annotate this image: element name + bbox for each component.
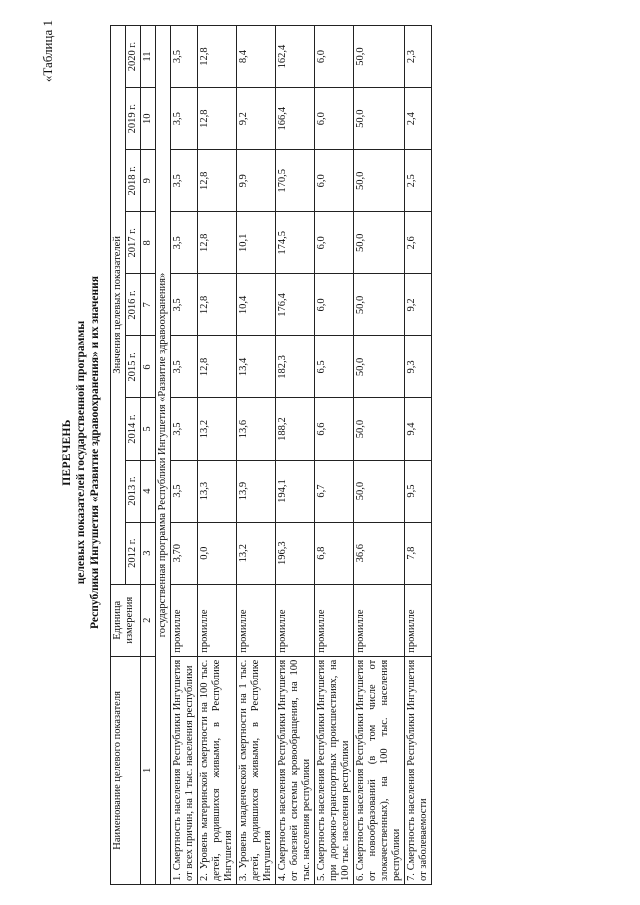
value-cell: 3,5 xyxy=(171,274,198,336)
title-line-2: целевых показателей государственной программы xyxy=(75,320,87,585)
value-cell: 50,0 xyxy=(354,336,405,398)
value-cell: 3,5 xyxy=(171,460,198,522)
title-line-3: Республики Ингушетия «Развитие здравоохранения» и их значения xyxy=(89,276,101,629)
table-row xyxy=(171,26,198,885)
header-row-index xyxy=(141,26,156,885)
indicator-unit: промилле xyxy=(315,584,354,656)
value-cell: 2,4 xyxy=(405,88,432,150)
value-cell: 9,2 xyxy=(237,88,276,150)
value-cell: 176,4 xyxy=(276,274,315,336)
column-index: 1 xyxy=(141,656,156,884)
value-cell: 6,8 xyxy=(315,522,354,584)
header-year: 2013 г. xyxy=(126,460,141,522)
column-index: 6 xyxy=(141,336,156,398)
indicator-name: 5. Смертность населения Республики Ингушетия при дорожно-транспортных происшествиях, на 100 тыс. населения республики xyxy=(315,656,354,884)
value-cell: 174,5 xyxy=(276,212,315,274)
program-label: государственная программа Республики Ингушетия «Развитие здравоохранения» xyxy=(156,26,171,885)
table-row xyxy=(276,26,315,885)
table-row xyxy=(237,26,276,885)
value-cell: 50,0 xyxy=(354,398,405,460)
table-row xyxy=(354,26,405,885)
value-cell: 6,0 xyxy=(315,212,354,274)
value-cell: 8,4 xyxy=(237,26,276,88)
column-index: 10 xyxy=(141,88,156,150)
value-cell: 3,5 xyxy=(171,212,198,274)
value-cell: 12,8 xyxy=(198,88,237,150)
column-index: 8 xyxy=(141,212,156,274)
value-cell: 170,5 xyxy=(276,150,315,212)
indicator-name: 6. Смертность населения Республики Ингушетия от новообразований (в том числе от злокачественных), на 100 тыс. населения республики xyxy=(354,656,405,884)
indicator-unit: промилле xyxy=(237,584,276,656)
value-cell: 10,4 xyxy=(237,274,276,336)
value-cell: 188,2 xyxy=(276,398,315,460)
value-cell: 13,6 xyxy=(237,398,276,460)
indicator-unit: промилле xyxy=(198,584,237,656)
indicator-name: 2. Уровень материнской смертности на 100 тыс. детей, родившихся живыми, в Республике Ингушетия xyxy=(198,656,237,884)
indicator-unit: промилле xyxy=(171,584,198,656)
header-year: 2016 г. xyxy=(126,274,141,336)
value-cell: 7,8 xyxy=(405,522,432,584)
value-cell: 9,2 xyxy=(405,274,432,336)
indicator-name: 3. Уровень младенческой смертности на 1 тыс. детей, родившихся живыми, в Республике Ингушетия xyxy=(237,656,276,884)
value-cell: 2,6 xyxy=(405,212,432,274)
value-cell: 6,6 xyxy=(315,398,354,460)
column-index: 7 xyxy=(141,274,156,336)
column-index: 3 xyxy=(141,522,156,584)
value-cell: 166,4 xyxy=(276,88,315,150)
header-row-1 xyxy=(111,26,126,885)
value-cell: 6,0 xyxy=(315,26,354,88)
column-index: 11 xyxy=(141,26,156,88)
table-row xyxy=(315,26,354,885)
value-cell: 10,1 xyxy=(237,212,276,274)
table-row xyxy=(405,26,432,885)
header-values-group: Значения целевых показателей xyxy=(111,26,126,585)
value-cell: 13,3 xyxy=(198,460,237,522)
value-cell: 36,6 xyxy=(354,522,405,584)
value-cell: 3,70 xyxy=(171,522,198,584)
header-year: 2019 г. xyxy=(126,88,141,150)
value-cell: 13,9 xyxy=(237,460,276,522)
value-cell: 12,8 xyxy=(198,336,237,398)
value-cell: 3,5 xyxy=(171,336,198,398)
indicator-name: 1. Смертность населения Республики Ингушетия от всех причин, на 1 тыс. населения республики xyxy=(171,656,198,884)
column-index: 2 xyxy=(141,584,156,656)
title-line-1: ПЕРЕЧЕНЬ xyxy=(61,419,73,486)
value-cell: 3,5 xyxy=(171,26,198,88)
value-cell: 12,8 xyxy=(198,26,237,88)
value-cell: 13,2 xyxy=(237,522,276,584)
table-row xyxy=(198,26,237,885)
value-cell: 3,5 xyxy=(171,88,198,150)
value-cell: 9,3 xyxy=(405,336,432,398)
indicator-name: 7. Смертность населения Республики Ингушетия от заболеваемости xyxy=(405,656,432,884)
value-cell: 12,8 xyxy=(198,212,237,274)
value-cell: 50,0 xyxy=(354,212,405,274)
value-cell: 6,0 xyxy=(315,274,354,336)
value-cell: 13,4 xyxy=(237,336,276,398)
value-cell: 6,7 xyxy=(315,460,354,522)
value-cell: 13,2 xyxy=(198,398,237,460)
indicator-unit: промилле xyxy=(354,584,405,656)
value-cell: 9,5 xyxy=(405,460,432,522)
header-year: 2015 г. xyxy=(126,336,141,398)
column-index: 4 xyxy=(141,460,156,522)
column-index: 9 xyxy=(141,150,156,212)
value-cell: 182,3 xyxy=(276,336,315,398)
header-year: 2017 г. xyxy=(126,212,141,274)
value-cell: 6,0 xyxy=(315,150,354,212)
value-cell: 12,8 xyxy=(198,274,237,336)
column-index: 5 xyxy=(141,398,156,460)
table-note: «Таблица 1 xyxy=(40,20,55,83)
value-cell: 9,9 xyxy=(237,150,276,212)
document-title xyxy=(60,0,102,905)
value-cell: 9,4 xyxy=(405,398,432,460)
value-cell: 50,0 xyxy=(354,88,405,150)
header-year: 2014 г. xyxy=(126,398,141,460)
program-row xyxy=(156,26,171,885)
value-cell: 2,3 xyxy=(405,26,432,88)
indicator-unit: промилле xyxy=(276,584,315,656)
value-cell: 50,0 xyxy=(354,460,405,522)
header-year: 2020 г. xyxy=(126,26,141,88)
header-unit: Единица измерения xyxy=(111,584,141,656)
value-cell: 2,5 xyxy=(405,150,432,212)
value-cell: 50,0 xyxy=(354,274,405,336)
value-cell: 50,0 xyxy=(354,26,405,88)
value-cell: 6,0 xyxy=(315,88,354,150)
value-cell: 3,5 xyxy=(171,398,198,460)
value-cell: 50,0 xyxy=(354,150,405,212)
value-cell: 6,5 xyxy=(315,336,354,398)
header-year: 2018 г. xyxy=(126,150,141,212)
value-cell: 196,3 xyxy=(276,522,315,584)
value-cell: 12,8 xyxy=(198,150,237,212)
header-year: 2012 г. xyxy=(126,522,141,584)
indicator-name: 4. Смертность населения Республики Ингушетия от болезней системы кровообращения, на 100 тыс. населения республики xyxy=(276,656,315,884)
value-cell: 0,0 xyxy=(198,522,237,584)
indicator-unit: промилле xyxy=(405,584,432,656)
indicators-table xyxy=(110,25,432,885)
value-cell: 3,5 xyxy=(171,150,198,212)
value-cell: 194,1 xyxy=(276,460,315,522)
value-cell: 162,4 xyxy=(276,26,315,88)
header-name: Наименование целевого показателя xyxy=(111,656,141,884)
